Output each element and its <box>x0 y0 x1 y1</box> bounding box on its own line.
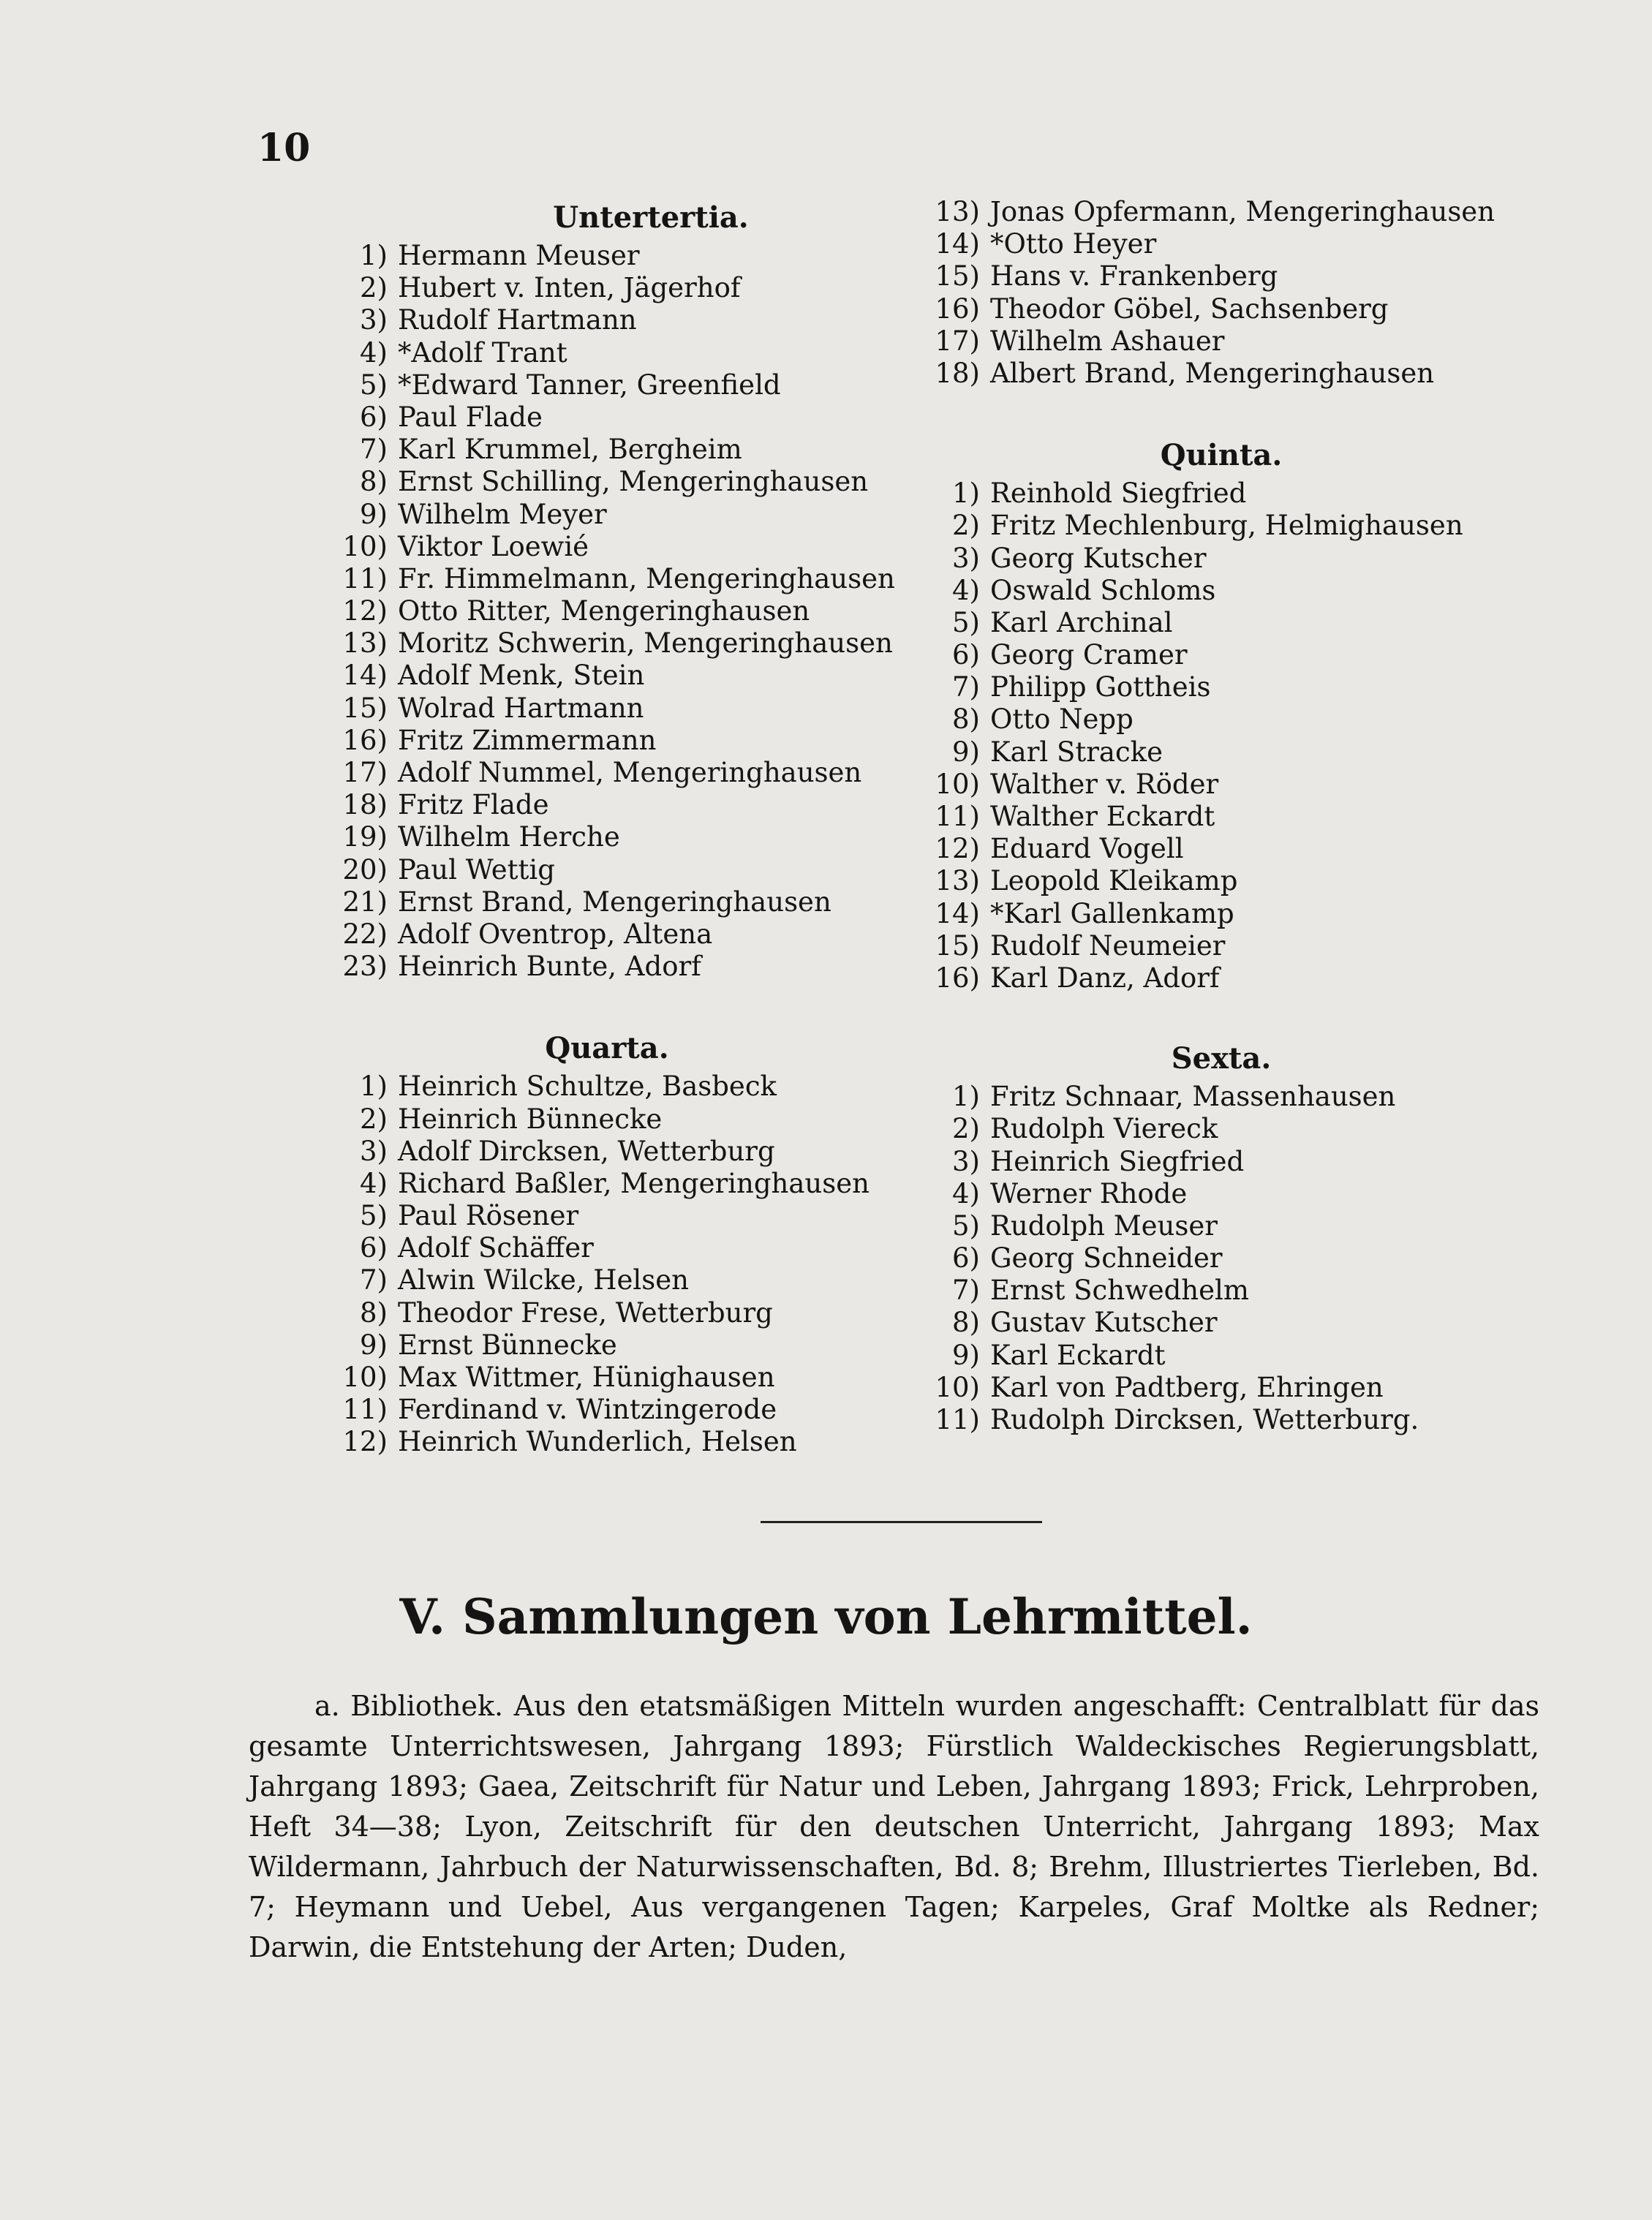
item-name: Gustav Kutscher <box>990 1307 1218 1339</box>
item-name: Karl Danz, Adorf <box>990 962 1220 994</box>
item-name: Adolf Menk, Stein <box>398 660 645 692</box>
list-item <box>307 369 907 401</box>
list-item <box>307 337 907 369</box>
item-name: Fritz Schnaar, Massenhausen <box>990 1081 1396 1113</box>
list-item <box>907 1113 1550 1145</box>
item-number: 4) <box>952 1177 980 1209</box>
list-item <box>907 639 1550 671</box>
item-number: 14) <box>935 897 980 929</box>
item-number: 10) <box>935 1371 980 1403</box>
heading-untertertia: Untertertia. <box>553 200 749 235</box>
item-name: Paul Flade <box>398 401 543 433</box>
item-number: 3) <box>952 1145 980 1177</box>
item-number: 18) <box>342 789 388 821</box>
item-number: 12) <box>935 833 980 865</box>
list-item <box>907 1340 1550 1372</box>
item-name: Theodor Frese, Wetterburg <box>398 1296 773 1329</box>
list-item <box>907 1146 1550 1178</box>
list-item <box>907 477 1550 510</box>
item-number: 1) <box>360 1071 388 1103</box>
item-number: 9) <box>952 1339 980 1371</box>
item-name: Adolf Dircksen, Wetterburg <box>398 1135 775 1167</box>
list-item <box>307 1394 907 1426</box>
item-number: 14) <box>935 228 980 260</box>
item-number: 17) <box>342 757 388 788</box>
list-item <box>307 1426 907 1458</box>
list-item <box>307 531 907 563</box>
item-number: 12) <box>342 595 388 627</box>
item-name: Karl von Padtberg, Ehringen <box>990 1371 1384 1403</box>
heading-quarta: Quarta. <box>545 1031 669 1066</box>
list-item <box>907 769 1550 801</box>
item-name: *Adolf Trant <box>398 336 567 369</box>
item-number: 1) <box>360 240 388 271</box>
item-name: *Otto Heyer <box>990 228 1157 260</box>
item-name: Albert Brand, Mengeringhausen <box>990 357 1435 389</box>
item-number: 7) <box>360 434 388 466</box>
list-item <box>307 789 907 821</box>
list-item <box>907 1242 1550 1275</box>
item-name: Karl Archinal <box>990 606 1173 638</box>
item-name: Heinrich Wunderlich, Helsen <box>398 1426 797 1458</box>
item-number: 17) <box>935 325 980 357</box>
list-item <box>307 304 907 336</box>
list-item <box>307 627 907 660</box>
list-item <box>907 293 1550 325</box>
item-number: 16) <box>935 962 980 994</box>
item-name: Adolf Nummel, Mengeringhausen <box>398 757 862 788</box>
list-item <box>907 1275 1550 1307</box>
item-number: 3) <box>360 304 388 336</box>
list-item <box>907 543 1550 575</box>
item-name: *Karl Gallenkamp <box>990 897 1234 929</box>
list-item <box>307 563 907 595</box>
item-number: 5) <box>360 369 388 401</box>
item-number: 4) <box>952 574 980 606</box>
list-item <box>307 854 907 886</box>
item-number: 11) <box>935 1404 980 1435</box>
item-name: Adolf Schäffer <box>398 1232 594 1264</box>
item-number: 6) <box>360 401 388 433</box>
list-item <box>907 1307 1550 1339</box>
list-item <box>907 962 1550 994</box>
item-number: 2) <box>952 510 980 542</box>
list-item <box>307 240 907 272</box>
item-name: Fritz Zimmermann <box>398 724 657 756</box>
list-item <box>307 951 907 983</box>
item-name: Ernst Bünnecke <box>398 1329 617 1361</box>
item-number: 6) <box>360 1232 388 1264</box>
list-quinta <box>907 477 1550 994</box>
item-name: Walther v. Röder <box>990 768 1219 800</box>
item-name: Moritz Schwerin, Mengeringhausen <box>398 627 893 660</box>
list-item <box>907 607 1550 639</box>
item-name: Heinrich Bunte, Adorf <box>398 951 701 983</box>
item-number: 5) <box>360 1200 388 1232</box>
list-item <box>307 595 907 627</box>
item-number: 15) <box>935 929 980 962</box>
list-item <box>307 1200 907 1232</box>
item-number: 5) <box>952 606 980 638</box>
item-number: 14) <box>342 660 388 692</box>
right-column <box>907 196 1550 1436</box>
left-column <box>307 196 907 1459</box>
list-item <box>307 1362 907 1394</box>
list-item <box>307 1232 907 1264</box>
item-number: 10) <box>342 1362 388 1393</box>
list-item <box>307 660 907 692</box>
list-item <box>307 1071 907 1103</box>
item-name: Hubert v. Inten, Jägerhof <box>398 272 741 304</box>
item-name: Theodor Göbel, Sachsenberg <box>990 292 1389 325</box>
item-name: Richard Baßler, Mengeringhausen <box>398 1167 870 1199</box>
list-item <box>907 898 1550 930</box>
item-number: 8) <box>952 1307 980 1339</box>
item-name: Eduard Vogell <box>990 833 1184 865</box>
item-number: 16) <box>935 292 980 325</box>
item-name: Karl Krummel, Bergheim <box>398 434 742 466</box>
list-item <box>307 1264 907 1296</box>
item-name: Oswald Schloms <box>990 574 1216 606</box>
item-number: 8) <box>952 703 980 736</box>
item-name: Werner Rhode <box>990 1177 1188 1209</box>
item-name: Rudolph Viereck <box>990 1113 1218 1145</box>
heading-quinta: Quinta. <box>1160 438 1283 473</box>
item-number: 15) <box>935 260 980 292</box>
list-item <box>307 725 907 757</box>
list-item <box>907 260 1550 292</box>
list-sexta <box>907 1081 1550 1436</box>
item-name: Ernst Schwedhelm <box>990 1275 1249 1307</box>
item-name: Karl Stracke <box>990 736 1163 768</box>
item-name: Heinrich Siegfried <box>990 1145 1245 1177</box>
item-number: 1) <box>952 477 980 510</box>
item-number: 3) <box>360 1135 388 1167</box>
item-name: Philipp Gottheis <box>990 671 1211 703</box>
list-item <box>307 401 907 434</box>
item-number: 21) <box>342 886 388 918</box>
item-name: Viktor Loewié <box>398 530 589 562</box>
item-name: *Edward Tanner, Greenfield <box>398 369 781 401</box>
item-number: 11) <box>935 801 980 832</box>
item-name: Georg Kutscher <box>990 542 1207 574</box>
divider-rule <box>761 1521 1042 1523</box>
item-number: 13) <box>935 196 980 227</box>
list-item <box>907 1372 1550 1404</box>
item-name: Wilhelm Herche <box>398 821 620 853</box>
list-item <box>907 865 1550 897</box>
list-item <box>907 196 1550 228</box>
item-number: 5) <box>952 1209 980 1242</box>
item-name: Alwin Wilcke, Helsen <box>398 1264 689 1296</box>
list-item <box>307 466 907 498</box>
item-number: 7) <box>952 1275 980 1307</box>
item-name: Rudolph Dircksen, Wetterburg. <box>990 1404 1419 1435</box>
list-item <box>307 434 907 466</box>
item-number: 2) <box>360 1103 388 1135</box>
item-name: Walther Eckardt <box>990 801 1215 832</box>
item-name: Karl Eckardt <box>990 1339 1166 1371</box>
item-name: Fritz Flade <box>398 789 549 821</box>
item-number: 16) <box>342 724 388 756</box>
item-name: Wilhelm Ashauer <box>990 325 1225 357</box>
item-name: Georg Schneider <box>990 1242 1223 1275</box>
item-number: 9) <box>360 498 388 530</box>
list-item <box>907 671 1550 703</box>
item-name: Hermann Meuser <box>398 240 640 271</box>
item-name: Fr. Himmelmann, Mengeringhausen <box>398 562 895 594</box>
item-number: 13) <box>935 865 980 897</box>
list-item <box>307 757 907 789</box>
item-name: Rudolf Neumeier <box>990 929 1226 962</box>
item-number: 2) <box>360 272 388 304</box>
item-name: Ernst Schilling, Mengeringhausen <box>398 466 869 498</box>
item-name: Ernst Brand, Mengeringhausen <box>398 886 831 918</box>
list-untertertia <box>307 240 907 983</box>
item-name: Georg Cramer <box>990 639 1188 671</box>
list-item <box>907 703 1550 736</box>
item-number: 23) <box>342 951 388 983</box>
list-untertertia-continued <box>907 196 1550 390</box>
item-number: 6) <box>952 1242 980 1275</box>
item-name: Heinrich Schultze, Basbeck <box>398 1071 777 1103</box>
item-number: 10) <box>342 530 388 562</box>
list-item <box>907 575 1550 607</box>
item-number: 8) <box>360 466 388 498</box>
list-item <box>307 1136 907 1168</box>
item-name: Wolrad Hartmann <box>398 692 644 724</box>
item-name: Otto Nepp <box>990 703 1134 736</box>
item-number: 10) <box>935 768 980 800</box>
heading-sexta: Sexta. <box>1171 1041 1272 1076</box>
item-number: 22) <box>342 918 388 950</box>
item-number: 3) <box>952 542 980 574</box>
list-item <box>907 325 1550 358</box>
item-number: 6) <box>952 639 980 671</box>
page-number: 10 <box>257 126 311 170</box>
item-number: 9) <box>952 736 980 768</box>
item-number: 1) <box>952 1081 980 1113</box>
item-name: Jonas Opfermann, Mengeringhausen <box>990 196 1496 227</box>
list-item <box>307 692 907 725</box>
item-name: Heinrich Bünnecke <box>398 1103 663 1135</box>
item-name: Paul Rösener <box>398 1200 579 1232</box>
item-name: Reinhold Siegfried <box>990 477 1247 510</box>
item-number: 8) <box>360 1296 388 1329</box>
item-number: 7) <box>952 671 980 703</box>
list-item <box>907 358 1550 390</box>
list-item <box>307 1329 907 1362</box>
list-item <box>307 1103 907 1136</box>
section-title: V. Sammlungen von Lehrmittel. <box>399 1588 1253 1645</box>
list-item <box>907 930 1550 962</box>
item-number: 12) <box>342 1426 388 1458</box>
item-name: Rudolf Hartmann <box>398 304 637 336</box>
list-item <box>307 499 907 531</box>
item-number: 4) <box>360 1167 388 1199</box>
item-name: Leopold Kleikamp <box>990 865 1238 897</box>
list-item <box>907 1210 1550 1242</box>
list-item <box>307 821 907 853</box>
item-number: 18) <box>935 357 980 389</box>
list-item <box>907 1081 1550 1113</box>
item-number: 20) <box>342 853 388 886</box>
item-number: 19) <box>342 821 388 853</box>
list-item <box>307 886 907 918</box>
section-paragraph: a. Bibliothek. Aus den etatsmäßigen Mitteln wurden angeschafft: Centralblatt für das gesamte Unterrichtswesen, Jahrgang 1893; Fürstlich Waldeckisches Regierungsblatt, Jahrgang 1893; Gaea, Zeitschrift für Natur und Leben, Jahrgang 1893; Frick, Lehrproben, Heft 34—38; Lyon, Zeitschrift für den deutschen Unterricht, Jahrgang 1893; Max Wildermann, Jahrbuch der Naturwissenschaften, Bd. 8; Brehm, Illustriertes Tierleben, Bd. 7; Heymann und Uebel, Aus vergangenen Tagen; Karpeles, Graf Moltke als Redner; Darwin, die Entstehung der Arten; Duden, <box>249 1690 1539 1963</box>
item-name: Ferdinand v. Wintzingerode <box>398 1394 777 1426</box>
list-item <box>907 833 1550 865</box>
item-name: Otto Ritter, Mengeringhausen <box>398 595 810 627</box>
item-name: Wilhelm Meyer <box>398 498 607 530</box>
list-item <box>907 510 1550 542</box>
item-number: 11) <box>342 562 388 594</box>
list-item <box>307 918 907 951</box>
item-name: Max Wittmer, Hünighausen <box>398 1362 775 1393</box>
item-number: 11) <box>342 1394 388 1426</box>
list-item <box>907 228 1550 260</box>
item-number: 9) <box>360 1329 388 1361</box>
list-item <box>907 1178 1550 1210</box>
list-item <box>307 1297 907 1329</box>
list-item <box>907 736 1550 769</box>
list-quarta <box>307 1071 907 1458</box>
item-name: Fritz Mechlenburg, Helmighausen <box>990 510 1463 542</box>
item-number: 4) <box>360 336 388 369</box>
item-number: 13) <box>342 627 388 660</box>
list-item <box>307 1168 907 1200</box>
item-name: Paul Wettig <box>398 853 555 886</box>
item-number: 2) <box>952 1113 980 1145</box>
list-item <box>907 801 1550 833</box>
item-name: Hans v. Frankenberg <box>990 260 1278 292</box>
item-name: Rudolph Meuser <box>990 1209 1218 1242</box>
item-number: 15) <box>342 692 388 724</box>
item-number: 7) <box>360 1264 388 1296</box>
list-item <box>307 272 907 304</box>
list-item <box>907 1404 1550 1436</box>
item-name: Adolf Oventrop, Altena <box>398 918 713 950</box>
